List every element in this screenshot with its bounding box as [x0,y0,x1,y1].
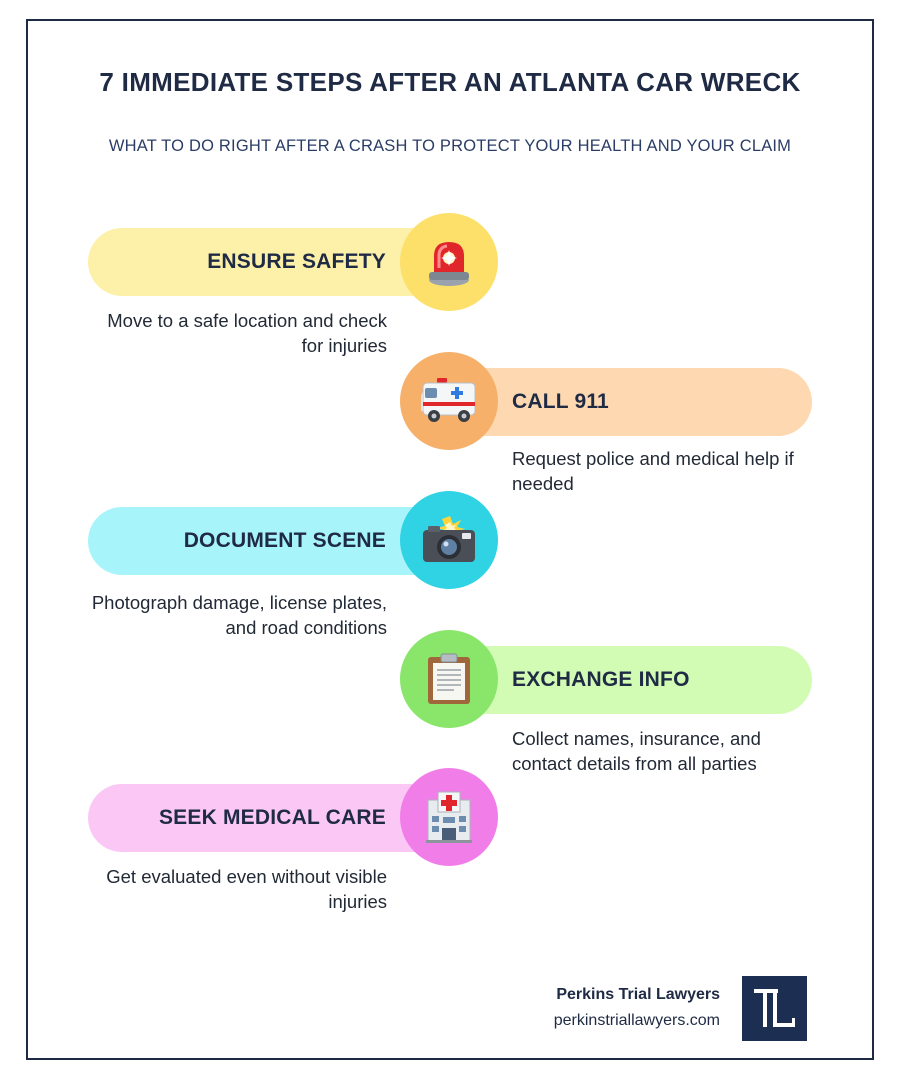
step-ensure-safety-icon-circle [400,213,498,311]
tl-monogram-icon [742,976,807,1041]
step-call-911-description: Request police and medical help if needed [512,448,794,494]
step-label: CALL 911 [512,390,609,413]
firm-name: Perkins Trial Lawyers [556,986,720,1003]
step-document-scene-icon-circle [400,491,498,589]
step-seek-medical-care-description: Get evaluated even without visible injuries [106,866,387,912]
ambulance-icon [419,375,479,427]
page-subtitle: WHAT TO DO RIGHT AFTER A CRASH TO PROTECT YOUR HEALTH AND YOUR CLAIM [108,137,792,155]
step-call-911-pill [452,368,812,436]
step-ensure-safety-description: Move to a safe location and check for injuries [107,310,387,356]
step-label: EXCHANGE INFO [512,668,690,691]
page-title: 7 IMMEDIATE STEPS AFTER AN ATLANTA CAR WRECK [99,67,801,97]
firm-logo [742,976,807,1041]
step-call-911-icon-circle [400,352,498,450]
step-document-scene-pill [88,507,448,575]
step-label: ENSURE SAFETY [207,250,386,273]
step-exchange-info-description: Collect names, insurance, and contact details from all parties [512,728,761,774]
step-seek-medical-care-icon-circle [400,768,498,866]
step-label: SEEK MEDICAL CARE [158,806,386,829]
step-seek-medical-care-pill [88,784,448,852]
step-exchange-info-icon-circle [400,630,498,728]
step-ensure-safety-pill [88,228,448,296]
step-exchange-info-pill [452,646,812,714]
firm-website[interactable]: perkinstriallawyers.com [553,1012,720,1029]
step-label: DOCUMENT SCENE [183,529,386,552]
hospital-icon [424,790,474,844]
camera-flash-icon [420,514,478,566]
rotating-light-icon [421,234,477,290]
step-document-scene-description: Photograph damage, license plates, and road conditions [91,592,387,638]
clipboard-icon [426,652,472,706]
